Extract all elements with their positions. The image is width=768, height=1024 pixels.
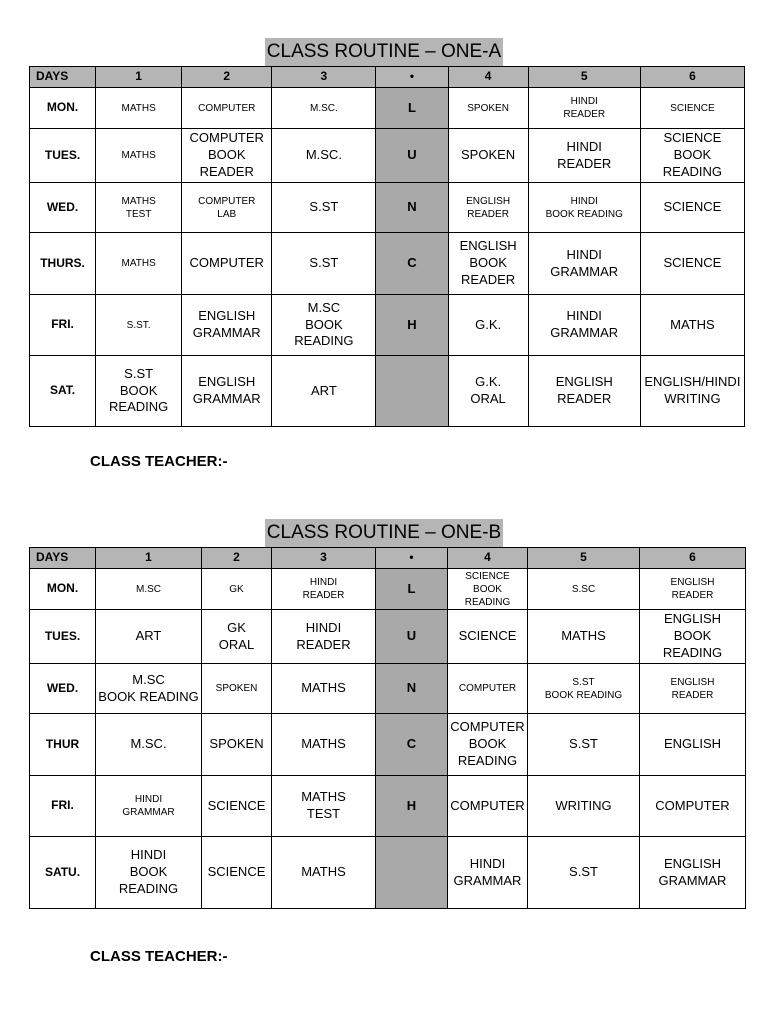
period-cell: COMPUTER	[448, 776, 528, 837]
period-cell: HINDI GRAMMAR	[96, 776, 202, 837]
period-cell: HINDI BOOK READING	[528, 183, 640, 233]
day-cell: MON.	[30, 569, 96, 610]
period-cell: GK ORAL	[202, 610, 272, 664]
lunch-cell: H	[376, 295, 448, 356]
routine-title: CLASS ROUTINE – ONE-B	[265, 519, 503, 547]
period-cell: COMPUTER BOOK READER	[182, 129, 272, 183]
period-cell: MATHS	[96, 88, 182, 129]
period-cell: SCIENCE	[202, 776, 272, 837]
period-cell: S.ST BOOK READING	[96, 356, 182, 427]
period-cell: M.SC.	[272, 88, 376, 129]
period-cell: S.ST	[272, 233, 376, 295]
header-period-2: 2	[182, 67, 272, 88]
period-cell: ENGLISH READER	[528, 356, 640, 427]
table-row	[30, 295, 745, 356]
day-cell: WED.	[30, 183, 96, 233]
lunch-cell: H	[376, 776, 448, 837]
header-period-4: 4	[448, 67, 528, 88]
lunch-cell: C	[376, 233, 448, 295]
period-cell: ENGLISH GRAMMAR	[182, 356, 272, 427]
class-teacher-label: CLASS TEACHER:-	[90, 948, 228, 965]
period-cell: SCIENCE	[640, 88, 744, 129]
period-cell: S.SC	[528, 569, 640, 610]
day-cell: SATU.	[30, 837, 96, 909]
routine-one-a	[0, 38, 768, 66]
header-period-4: 4	[448, 548, 528, 569]
period-cell: MATHS	[272, 664, 376, 714]
period-cell: SPOKEN	[448, 88, 528, 129]
table-row	[30, 356, 745, 427]
class-teacher-label: CLASS TEACHER:-	[90, 453, 228, 470]
header-period-6: 6	[640, 67, 744, 88]
period-cell: ART	[96, 610, 202, 664]
period-cell: HINDI READER	[272, 610, 376, 664]
period-cell: M.SC.	[272, 129, 376, 183]
lunch-cell: U	[376, 610, 448, 664]
period-cell: COMPUTER	[448, 664, 528, 714]
header-period-1: 1	[96, 548, 202, 569]
period-cell: ENGLISH READER	[640, 664, 746, 714]
period-cell: ENGLISH GRAMMAR	[640, 837, 746, 909]
routine-title: CLASS ROUTINE – ONE-A	[265, 38, 503, 66]
period-cell: G.K.	[448, 295, 528, 356]
day-cell: WED.	[30, 664, 96, 714]
period-cell: MATHS TEST	[96, 183, 182, 233]
period-cell: MATHS	[640, 295, 744, 356]
period-cell: MATHS	[96, 129, 182, 183]
period-cell: GK	[202, 569, 272, 610]
period-cell: HINDI BOOK READING	[96, 837, 202, 909]
day-cell: TUES.	[30, 129, 96, 183]
period-cell: G.K. ORAL	[448, 356, 528, 427]
period-cell: HINDI READER	[528, 88, 640, 129]
period-cell: COMPUTER LAB	[182, 183, 272, 233]
table-row	[30, 129, 745, 183]
period-cell: COMPUTER	[182, 233, 272, 295]
header-period-3: 3	[272, 67, 376, 88]
period-cell: SCIENCE BOOK READING	[640, 129, 744, 183]
day-cell: FRI.	[30, 295, 96, 356]
table-row	[30, 664, 746, 714]
period-cell: SPOKEN	[202, 664, 272, 714]
header-row	[30, 67, 745, 88]
period-cell: MATHS	[272, 837, 376, 909]
header-days: DAYS	[30, 67, 96, 88]
table-row	[30, 88, 745, 129]
header-period-5: 5	[528, 67, 640, 88]
day-cell: FRI.	[30, 776, 96, 837]
period-cell: COMPUTER	[182, 88, 272, 129]
lunch-cell: N	[376, 183, 448, 233]
day-cell: SAT.	[30, 356, 96, 427]
period-cell: SCIENCE	[202, 837, 272, 909]
lunch-cell: L	[376, 88, 448, 129]
period-cell: SPOKEN	[448, 129, 528, 183]
day-cell: TUES.	[30, 610, 96, 664]
header-period-3: 3	[272, 548, 376, 569]
period-cell: COMPUTER BOOK READING	[448, 714, 528, 776]
period-cell: M.SC BOOK READING	[272, 295, 376, 356]
table-row	[30, 714, 746, 776]
period-cell: HINDI READER	[528, 129, 640, 183]
period-cell: HINDI READER	[272, 569, 376, 610]
period-cell: M.SC.	[96, 714, 202, 776]
period-cell: SCIENCE BOOK READING	[448, 569, 528, 610]
day-cell: MON.	[30, 88, 96, 129]
table-row	[30, 183, 745, 233]
period-cell: HINDI GRAMMAR	[528, 233, 640, 295]
routine-table-one-b	[29, 547, 746, 909]
table-row	[30, 837, 746, 909]
header-period-1: 1	[96, 67, 182, 88]
day-cell: THURS.	[30, 233, 96, 295]
period-cell: S.ST	[528, 714, 640, 776]
table-row	[30, 233, 745, 295]
lunch-cell: N	[376, 664, 448, 714]
header-break-dot: •	[376, 67, 448, 88]
period-cell: SCIENCE	[448, 610, 528, 664]
period-cell: ENGLISH READER	[640, 569, 746, 610]
period-cell: ENGLISH READER	[448, 183, 528, 233]
period-cell: WRITING	[528, 776, 640, 837]
lunch-cell	[376, 356, 448, 427]
table-row	[30, 776, 746, 837]
table-row	[30, 569, 746, 610]
header-break-dot: •	[376, 548, 448, 569]
period-cell: S.ST BOOK READING	[528, 664, 640, 714]
lunch-cell: C	[376, 714, 448, 776]
period-cell: ENGLISH BOOK READING	[640, 610, 746, 664]
period-cell: ENGLISH BOOK READER	[448, 233, 528, 295]
period-cell: M.SC BOOK READING	[96, 664, 202, 714]
lunch-cell	[376, 837, 448, 909]
period-cell: ENGLISH	[640, 714, 746, 776]
routine-one-b	[0, 519, 768, 547]
lunch-cell: L	[376, 569, 448, 610]
routine-table-one-a	[29, 66, 745, 427]
period-cell: S.ST	[272, 183, 376, 233]
day-cell: THUR	[30, 714, 96, 776]
period-cell: S.ST.	[96, 295, 182, 356]
header-days: DAYS	[30, 548, 96, 569]
period-cell: MATHS TEST	[272, 776, 376, 837]
period-cell: ENGLISH/HINDI WRITING	[640, 356, 744, 427]
period-cell: MATHS	[272, 714, 376, 776]
lunch-cell: U	[376, 129, 448, 183]
period-cell: ENGLISH GRAMMAR	[182, 295, 272, 356]
period-cell: HINDI GRAMMAR	[528, 295, 640, 356]
period-cell: COMPUTER	[640, 776, 746, 837]
header-period-5: 5	[528, 548, 640, 569]
period-cell: MATHS	[528, 610, 640, 664]
table-row	[30, 610, 746, 664]
header-period-6: 6	[640, 548, 746, 569]
period-cell: SCIENCE	[640, 233, 744, 295]
period-cell: M.SC	[96, 569, 202, 610]
period-cell: S.ST	[528, 837, 640, 909]
period-cell: HINDI GRAMMAR	[448, 837, 528, 909]
period-cell: MATHS	[96, 233, 182, 295]
period-cell: SCIENCE	[640, 183, 744, 233]
period-cell: ART	[272, 356, 376, 427]
header-row	[30, 548, 746, 569]
header-period-2: 2	[202, 548, 272, 569]
period-cell: SPOKEN	[202, 714, 272, 776]
